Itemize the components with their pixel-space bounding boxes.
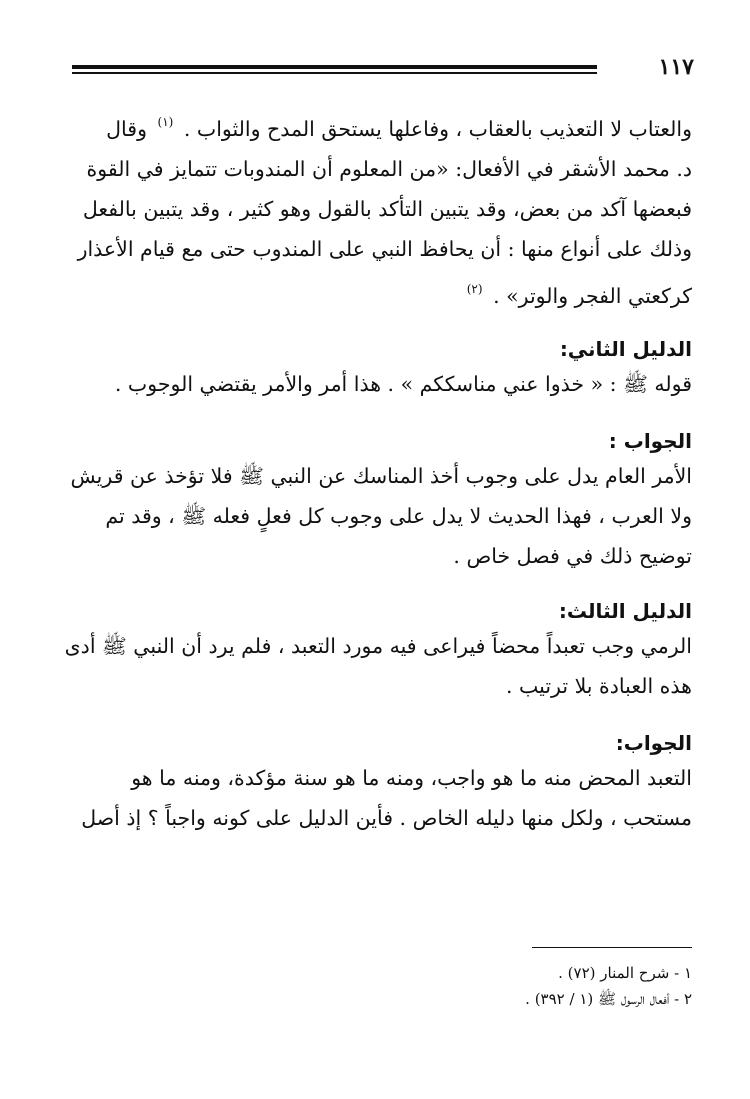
text-line: وقال (106, 117, 147, 141)
footnote-1: ١ - شرح المنار (٧٢) . (558, 964, 692, 982)
text-line: قوله ﷺ : « خذوا عني مناسككم » . هذا أمر والأمر يقتضي الوجوب . (114, 372, 692, 396)
page-number: ١١٧ (658, 54, 694, 80)
text-line: ولا العرب ، فهذا الحديث لا يدل على وجوب كل فعلٍ فعله ﷺ ، وقد تم (105, 504, 692, 528)
text-line: وذلك على أنواع منها : أن يحافظ النبي على المندوب حتى مع قيام الأعذار (77, 237, 692, 261)
section-heading: الجواب : (608, 429, 692, 453)
footnote-2: ٢ - أفعال الرسول ﷺ (١ / ٣٩٢) . (525, 990, 692, 1008)
footnotes (56, 947, 692, 1012)
text-line: كركعتي الفجر والوتر» . (493, 284, 692, 308)
paragraph-1 (56, 102, 692, 316)
section-heading: الدليل الثاني: (559, 337, 692, 361)
text-line: فبعضها آكد من بعض، وقد يتبين التأكد بالقول وهو كثير ، وقد يتبين بالفعل (82, 197, 692, 221)
text-line: الأمر العام يدل على وجوب أخذ المناسك عن النبي ﷺ فلا تؤخذ عن قريش (70, 464, 692, 488)
text-line: مستحب ، ولكل منها دليله الخاص . فأين الدليل على كونه واجباً ؟ إذ أصل (81, 806, 692, 830)
section-heading: الجواب: (615, 731, 692, 755)
paragraph-5 (56, 758, 692, 838)
text-line: توضيح ذلك في فصل خاص . (453, 544, 692, 568)
main-text (56, 102, 692, 838)
text-line: هذه العبادة بلا ترتيب . (505, 674, 692, 698)
text-line: الرمي وجب تعبداً محضاً فيراعى فيه مورد التعبد ، فلم يرد أن النبي ﷺ أدى (64, 634, 692, 658)
paragraph-3 (56, 456, 692, 576)
section-heading: الدليل الثالث: (558, 599, 692, 623)
text-line: التعبد المحض منه ما هو واجب، ومنه ما هو سنة مؤكدة، ومنه ما هو (131, 766, 692, 790)
footnote-ref-1[interactable]: (١) (157, 115, 174, 129)
header-double-rule (72, 65, 597, 77)
text-line: والعتاب لا التعذيب بالعقاب ، وفاعلها يستحق المدح والثواب . (183, 117, 692, 141)
page-header (72, 54, 694, 82)
paragraph-4 (56, 626, 692, 706)
footnote-ref-2[interactable]: (٢) (466, 282, 483, 296)
text-line: د. محمد الأشقر في الأفعال: «من المعلوم أن المندوبات تتمايز في القوة (86, 157, 692, 181)
footnote-separator (532, 947, 692, 948)
paragraph-2 (56, 364, 692, 404)
